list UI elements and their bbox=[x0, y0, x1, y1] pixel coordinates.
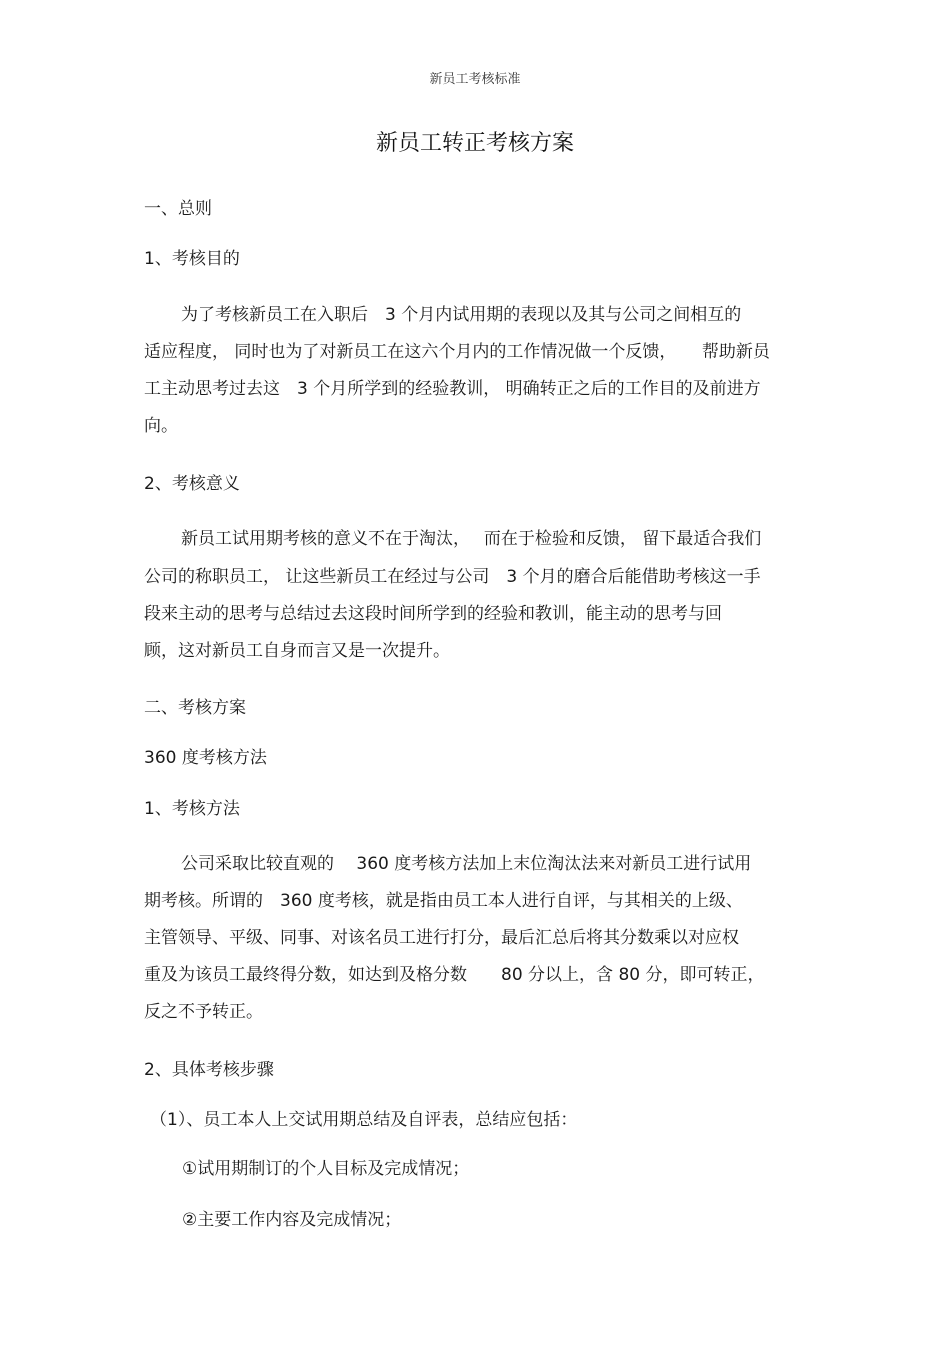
paragraph-line: 顾，这对新员工自身而言又是一次提升。 bbox=[144, 641, 450, 661]
paragraph-line: 反之不予转正。 bbox=[144, 1002, 263, 1022]
section-heading-general: 一、总则 bbox=[144, 199, 212, 219]
method-heading-360: 360 度考核方法 bbox=[144, 748, 267, 768]
list-item: ②主要工作内容及完成情况； bbox=[182, 1210, 402, 1230]
paragraph-line: 段来主动的思考与总结过去这段时间所学到的经验和教训，能主动的思考与回 bbox=[144, 604, 722, 624]
step-item: （1）、员工本人上交试用期总结及自评表，总结应包括： bbox=[150, 1110, 578, 1130]
paragraph-line: 新员工试用期考核的意义不在于淘汰， 而在于检验和反馈， 留下最适合我们 bbox=[181, 529, 762, 549]
paragraph-line: 主管领导、平级、同事、对该名员工进行打分，最后汇总后将其分数乘以对应权 bbox=[144, 928, 739, 948]
paragraph-line: 工主动思考过去这 3 个月所学到的经验教训， 明确转正之后的工作目的及前进方 bbox=[144, 379, 761, 399]
running-header: 新员工考核标准 bbox=[429, 72, 521, 87]
subsection-heading-purpose: 1、考核目的 bbox=[144, 249, 240, 269]
paragraph-line: 公司采取比较直观的 360 度考核方法加上末位淘汰法来对新员工进行试用 bbox=[181, 854, 752, 874]
section-heading-plan: 二、考核方案 bbox=[144, 698, 246, 718]
paragraph-line: 公司的称职员工， 让这些新员工在经过与公司 3 个月的磨合后能借助考核这一手 bbox=[144, 567, 761, 587]
list-item: ①试用期制订的个人目标及完成情况； bbox=[182, 1159, 470, 1179]
subsection-heading-method: 1、考核方法 bbox=[144, 799, 240, 819]
document-title: 新员工转正考核方案 bbox=[375, 131, 574, 156]
paragraph-line: 为了考核新员工在入职后 3 个月内试用期的表现以及其与公司之间相互的 bbox=[181, 305, 742, 325]
paragraph-line: 向。 bbox=[144, 416, 178, 436]
paragraph-line: 适应程度， 同时也为了对新员工在这六个月内的工作情况做一个反馈， 帮助新员 bbox=[144, 342, 770, 362]
subsection-heading-significance: 2、考核意义 bbox=[144, 474, 240, 494]
paragraph-line: 重及为该员工最终得分数，如达到及格分数 80 分以上，含 80 分，即可转正， bbox=[144, 965, 765, 985]
paragraph-line: 期考核。所谓的 360 度考核，就是指由员工本人进行自评，与其相关的上级、 bbox=[144, 891, 743, 911]
subsection-heading-steps: 2、具体考核步骤 bbox=[144, 1060, 274, 1080]
